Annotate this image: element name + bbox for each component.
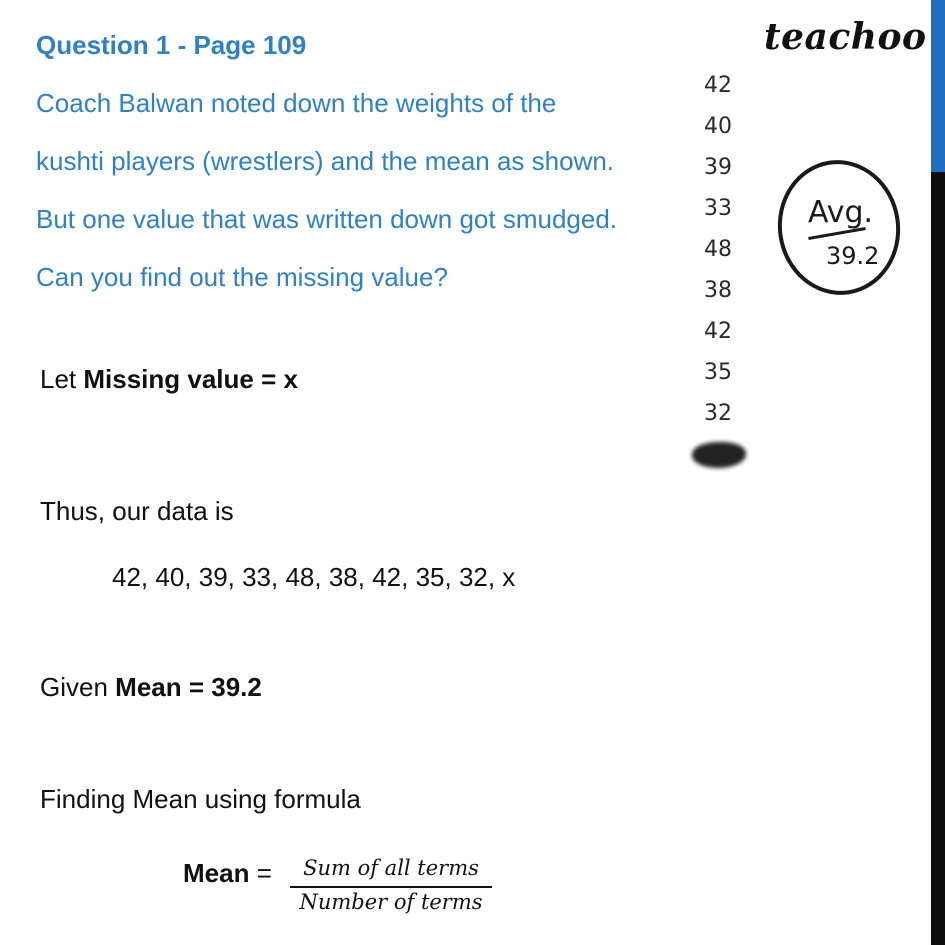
handwritten-value: 40 <box>704 114 732 139</box>
question-line-3: But one value that was written down got smudged. <box>36 204 618 234</box>
let-statement <box>40 364 298 395</box>
scrollbar-lower-area <box>931 172 945 945</box>
handwritten-value: 42 <box>704 319 732 344</box>
given-mean: Mean = 39.2 <box>115 672 262 702</box>
handwritten-value: 33 <box>704 196 732 221</box>
handwritten-value: 42 <box>704 73 732 98</box>
mean-formula <box>183 858 272 889</box>
let-prefix: Let <box>40 364 84 394</box>
smudged-value <box>692 442 746 468</box>
formula-equals: = <box>249 858 272 888</box>
handwritten-value: 39 <box>704 155 732 180</box>
question-line-1: Coach Balwan noted down the weights of the <box>36 88 557 118</box>
given-prefix: Given <box>40 672 116 702</box>
fraction-bar <box>290 886 492 888</box>
teachoo-logo: teachoo <box>764 16 927 58</box>
handwritten-value: 35 <box>704 360 732 385</box>
handwritten-value: 32 <box>704 401 732 426</box>
formula-fraction <box>290 856 492 918</box>
missing-value-definition: Missing value = x <box>83 364 298 394</box>
handwritten-value: 48 <box>704 237 732 262</box>
question-title: Question 1 - Page 109 <box>36 30 307 60</box>
question-line-2: kushti players (wrestlers) and the mean as shown. <box>36 146 615 176</box>
average-label: Avg. <box>808 195 874 230</box>
data-list: 42, 40, 39, 33, 48, 38, 42, 35, 32, x <box>112 562 516 592</box>
finding-statement: Finding Mean using formula <box>40 784 361 814</box>
given-statement <box>40 672 262 703</box>
scrollbar-thumb[interactable] <box>931 0 945 172</box>
handwritten-value: 38 <box>704 278 732 303</box>
formula-label: Mean <box>183 858 250 888</box>
fraction-denominator: Number of terms <box>299 890 483 914</box>
question-line-4: Can you find out the missing value? <box>36 262 448 292</box>
fraction-numerator: Sum of all terms <box>303 856 479 880</box>
average-value: 39.2 <box>826 242 880 270</box>
thus-statement: Thus, our data is <box>40 496 234 526</box>
